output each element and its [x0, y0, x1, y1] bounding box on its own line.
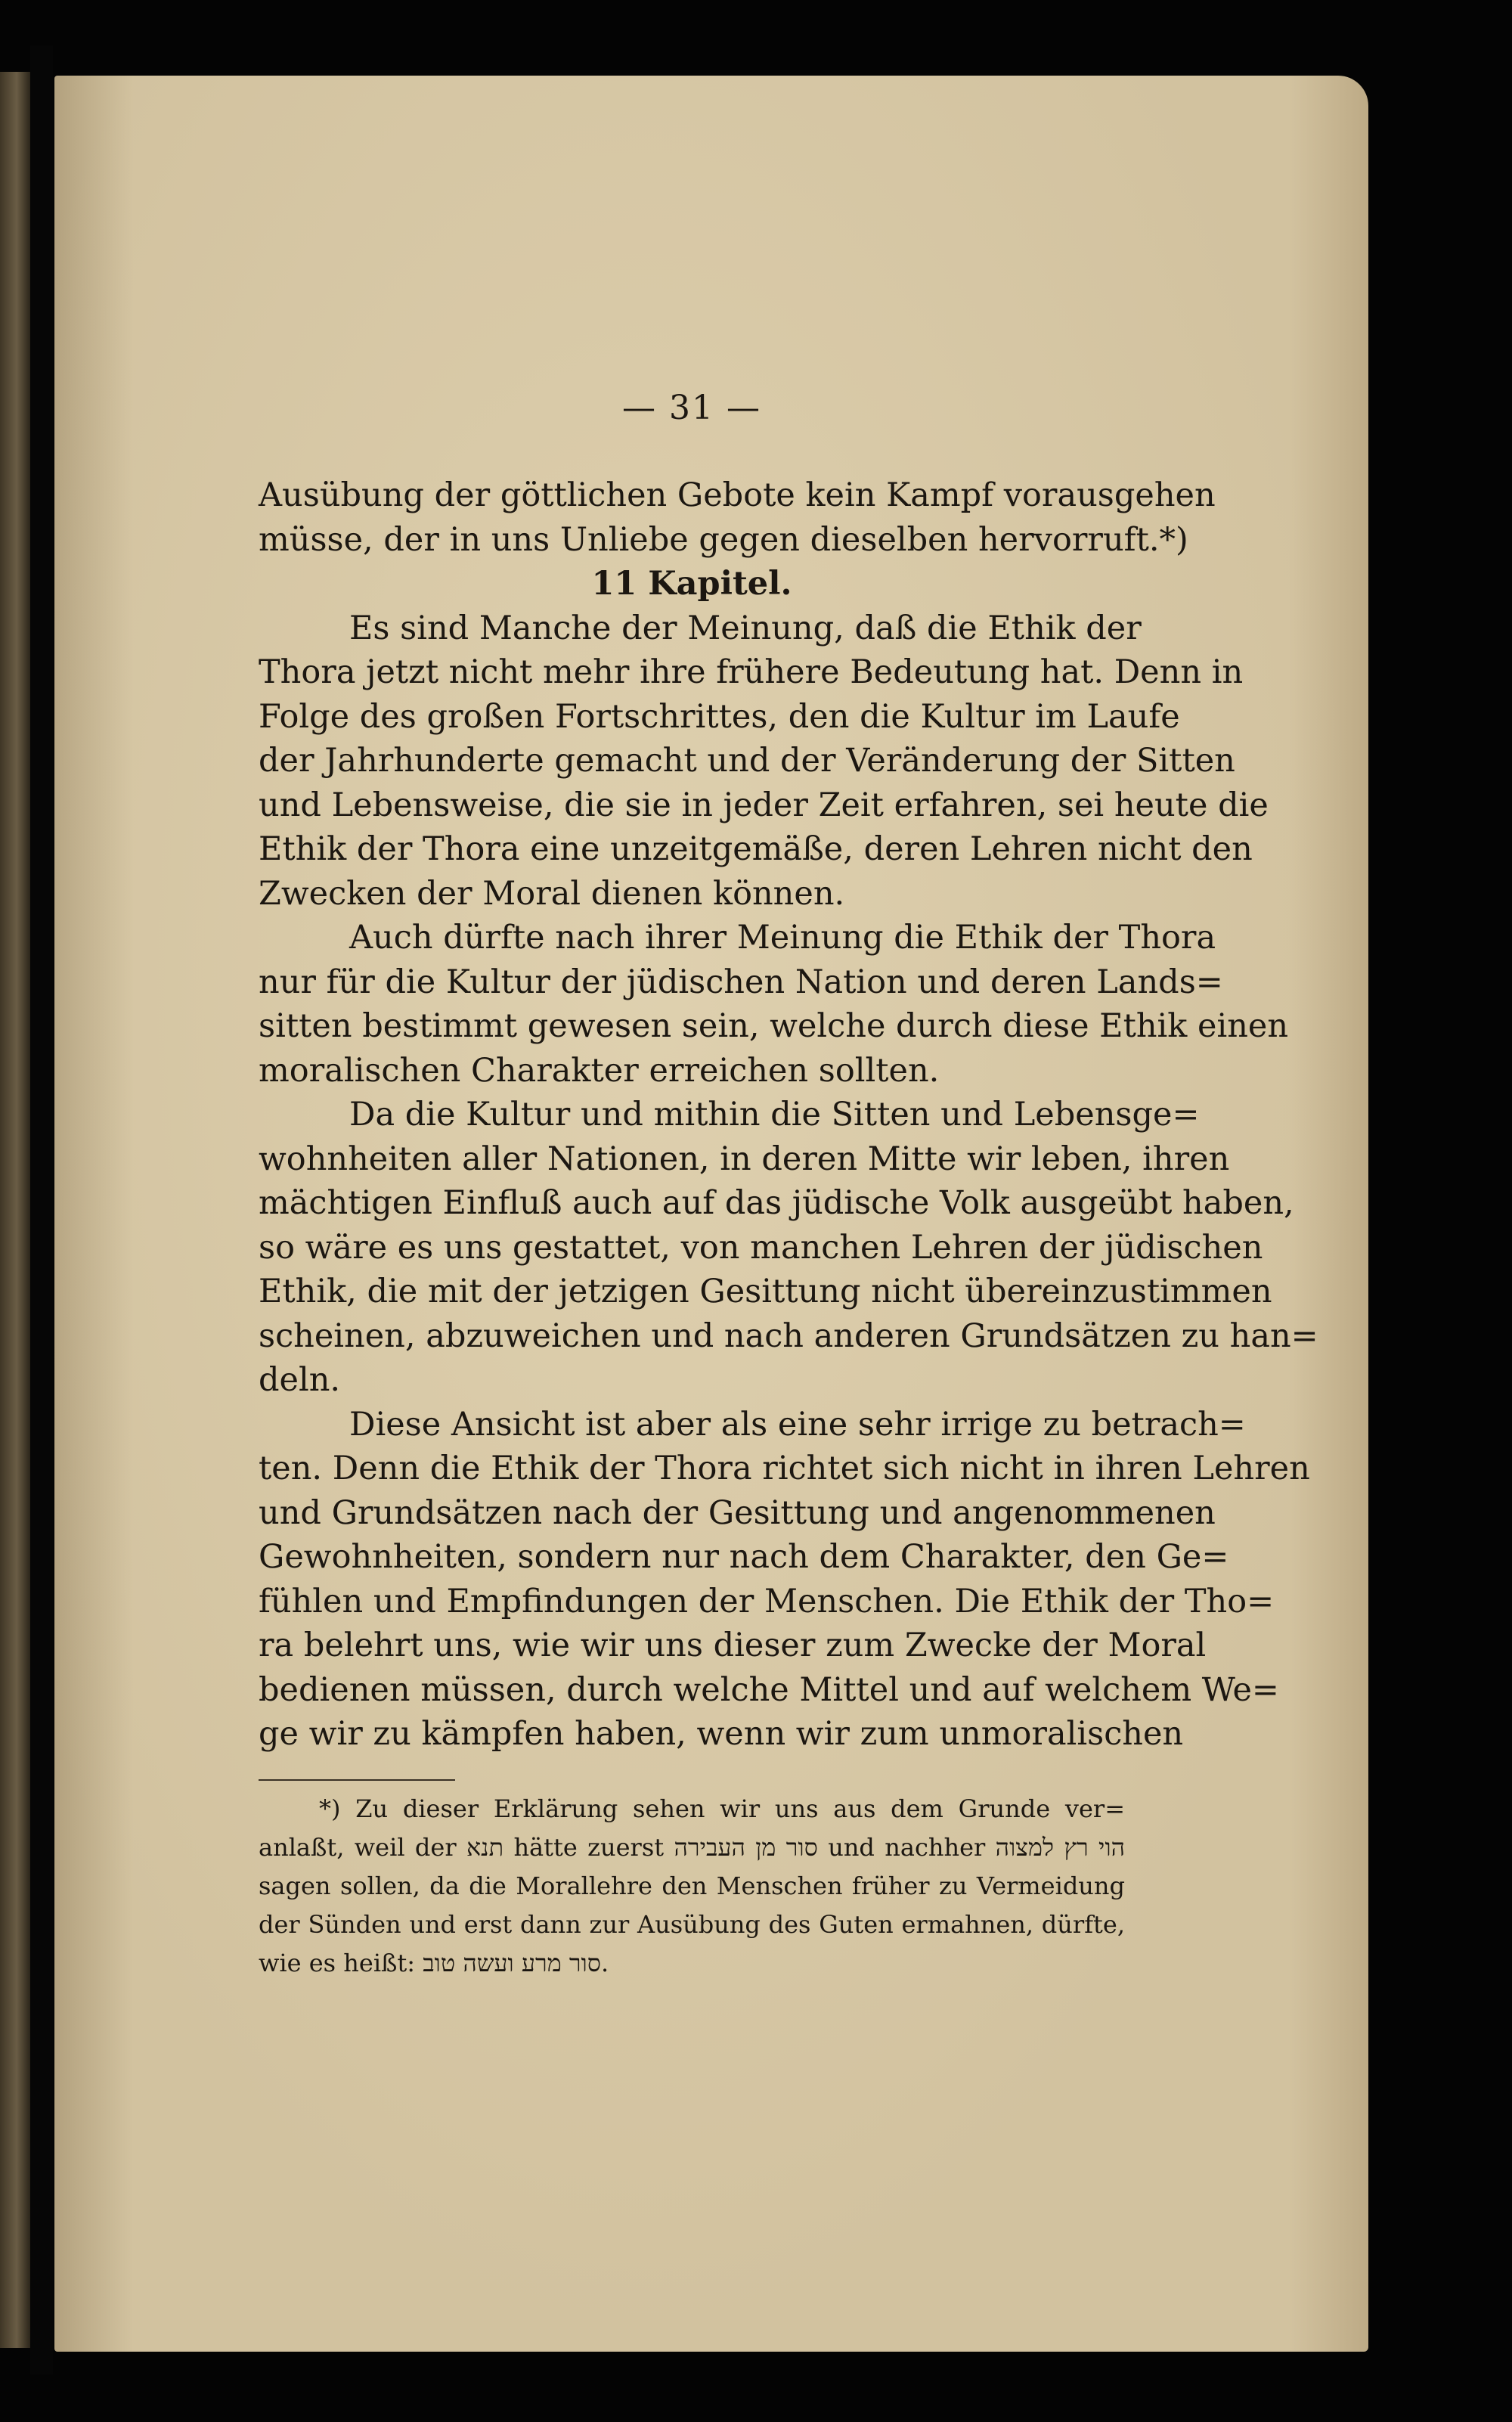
text-line: Es sind Manche der Meinung, daß die Ethik der	[349, 609, 1142, 647]
text-line: nur für die Kultur der jüdischen Nation und deren Lands=	[259, 963, 1223, 1001]
text-line: Diese Ansicht ist aber als eine sehr irrige zu betrach=	[349, 1405, 1246, 1444]
footnote-line: *) Zu dieser Erklärung sehen wir uns aus dem Grunde ver=	[319, 1794, 1125, 1823]
text-line: und Grundsätzen nach der Gesittung und angenommenen	[259, 1493, 1216, 1532]
text-line: Gewohnheiten, sondern nur nach dem Charakter, den Ge=	[259, 1538, 1229, 1576]
text-line: sitten bestimmt gewesen sein, welche durch diese Ethik einen	[259, 1007, 1289, 1045]
text-line: ra belehrt uns, wie wir uns dieser zum Zwecke der Moral	[259, 1627, 1207, 1664]
text-line: deln.	[259, 1361, 341, 1399]
text-line: Thora jetzt nicht mehr ihre frühere Bedeutung hat. Denn in	[259, 653, 1244, 691]
chapter-heading: 11 Kapitel.	[591, 565, 792, 603]
footnote-line: wie es heißt: סור מרע ועשה טוב.	[259, 1948, 609, 1977]
page-text	[259, 386, 1318, 1983]
page-number: — 31 —	[622, 389, 761, 427]
book-page	[54, 76, 1368, 2352]
text-line: Ethik, die mit der jetzigen Gesittung nicht übereinzustimmen	[259, 1273, 1272, 1310]
text-line: wohnheiten aller Nationen, in deren Mitte wir leben, ihren	[259, 1140, 1230, 1178]
text-line: Zwecken der Moral dienen können.	[259, 874, 845, 913]
text-line: so wäre es uns gestattet, von manchen Lehren der jüdischen	[259, 1228, 1263, 1267]
text-line: Folge des großen Fortschrittes, den die Kultur im Laufe	[259, 697, 1180, 736]
text-line: ge wir zu kämpfen haben, wenn wir zum unmoralischen	[259, 1715, 1184, 1753]
text-line: fühlen und Empfindungen der Menschen. Die Ethik der Tho=	[259, 1582, 1275, 1620]
footnote-line: anlaßt, weil der תנא hätte zuerst סור מן העבירה und nachher הוי רץ למצוה	[259, 1832, 1126, 1862]
footnote-divider	[259, 1779, 455, 1781]
text-line: Auch dürfte nach ihrer Meinung die Ethik der Thora	[349, 919, 1216, 957]
text-line: Ethik der Thora eine unzeitgemäße, deren Lehren nicht den	[259, 830, 1253, 868]
text-line: der Jahrhunderte gemacht und der Veränderung der Sitten	[259, 742, 1235, 780]
text-line: müsse, der in uns Unliebe gegen dieselben hervorruft.*)	[259, 520, 1188, 559]
text-line: scheinen, abzuweichen und nach anderen Grundsätzen zu han=	[259, 1316, 1318, 1355]
footnote-line: sagen sollen, da die Morallehre den Menschen früher zu Vermeidung	[259, 1871, 1125, 1900]
text-line: Da die Kultur und mithin die Sitten und Lebensge=	[349, 1096, 1200, 1133]
footnote-line: der Sünden und erst dann zur Ausübung des Guten ermahnen, dürfte,	[259, 1909, 1125, 1939]
text-line: mächtigen Einfluß auch auf das jüdische Volk ausgeübt haben,	[259, 1184, 1294, 1222]
text-line: ten. Denn die Ethik der Thora richtet sich nicht in ihren Lehren	[259, 1450, 1310, 1487]
text-line: und Lebensweise, die sie in jeder Zeit erfahren, sei heute die	[259, 786, 1269, 824]
previous-page-edge	[0, 72, 30, 2348]
text-line: Ausübung der göttlichen Gebote kein Kampf vorausgehen	[259, 476, 1216, 514]
book-gutter	[30, 45, 53, 2374]
text-line: moralischen Charakter erreichen sollten.	[259, 1051, 940, 1090]
text-line: bedienen müssen, durch welche Mittel und auf welchem We=	[259, 1670, 1279, 1709]
